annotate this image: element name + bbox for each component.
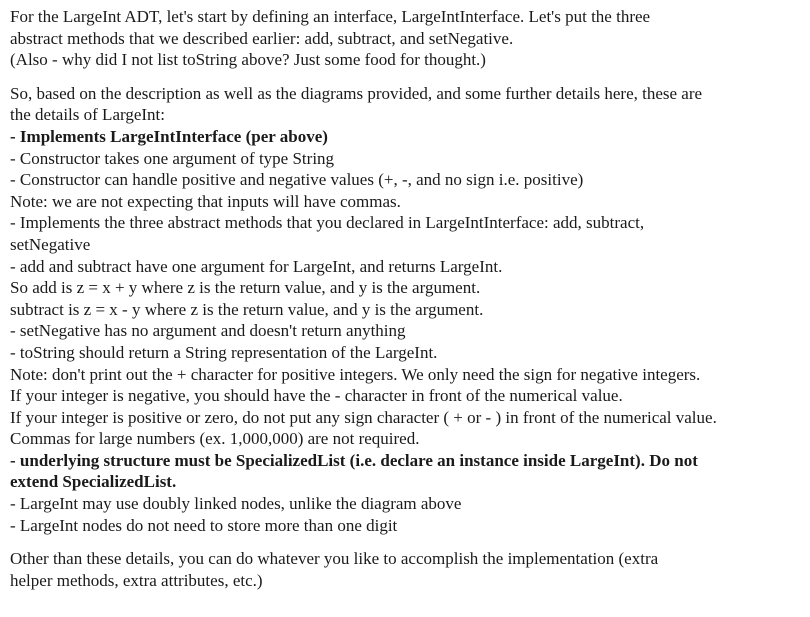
text-line: - LargeInt may use doubly linked nodes, unlike the diagram above [10,494,462,514]
text-line: If your integer is negative, you should have the - character in front of the numerical value. [10,386,623,406]
text-line: - Constructor can handle positive and negative values (+, -, and no sign i.e. positive) [10,170,584,190]
bold-text-line: extend SpecializedList. [10,472,177,492]
text-line: - toString should return a String representation of the LargeInt. [10,342,438,362]
text-line: Note: don't print out the + character for positive integers. We only need the sign for negative integers. [10,364,701,384]
text-line: - LargeInt nodes do not need to store more than one digit [10,515,398,535]
paragraph-3 [10,548,800,591]
text-line: - add and subtract have one argument for LargeInt, and returns LargeInt. [10,256,503,276]
text-line: So, based on the description as well as the diagrams provided, and some further details here, these are [10,83,703,103]
text-line: Note: we are not expecting that inputs will have commas. [10,191,401,211]
text-line: So add is z = x + y where z is the return value, and y is the argument. [10,278,481,298]
paragraph-2 [10,83,800,536]
text-line: setNegative [10,234,91,254]
text-line: Other than these details, you can do whatever you like to accomplish the implementation (extra [10,549,659,569]
text-line: For the LargeInt ADT, let's start by defining an interface, LargeIntInterface. Let's put the three [10,7,651,26]
bold-text-line: - underlying structure must be SpecializedList (i.e. declare an instance inside LargeInt). Do not [10,450,698,470]
text-line: abstract methods that we described earlier: add, subtract, and setNegative. [10,28,514,48]
text-line: Commas for large numbers (ex. 1,000,000) are not required. [10,429,420,449]
text-line: (Also - why did I not list toString above? Just some food for thought.) [10,50,486,70]
text-line: If your integer is positive or zero, do not put any sign character ( + or - ) in front of the numerical value. [10,407,717,427]
text-line: - Implements the three abstract methods that you declared in LargeIntInterface: add, subtract, [10,213,645,233]
text-line: subtract is z = x - y where z is the return value, and y is the argument. [10,299,484,319]
bold-text-line: - Implements LargeIntInterface (per above) [10,126,328,146]
text-line: - Constructor takes one argument of type String [10,148,335,168]
text-line: - setNegative has no argument and doesn't return anything [10,321,406,341]
paragraph-1 [10,6,800,71]
text-line: helper methods, extra attributes, etc.) [10,570,263,590]
text-line: the details of LargeInt: [10,105,165,125]
